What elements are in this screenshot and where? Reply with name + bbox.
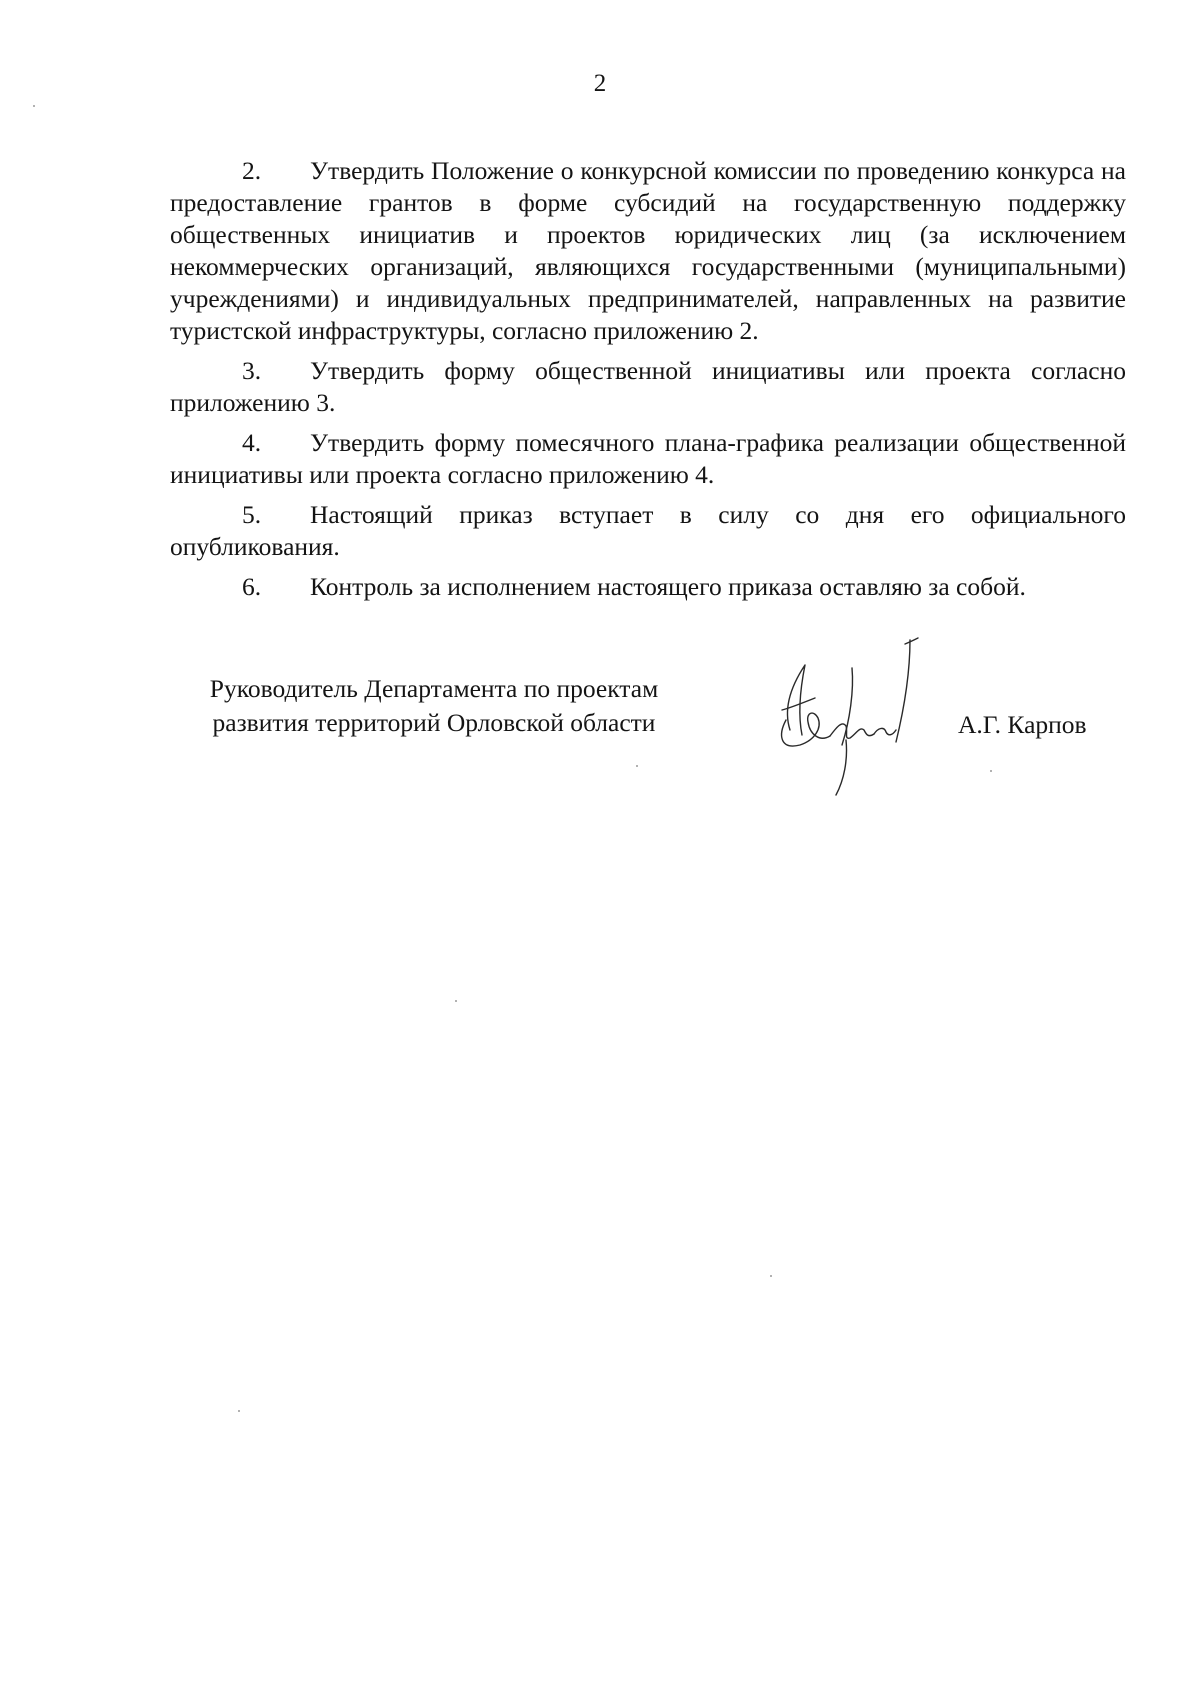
item-number: 2. xyxy=(242,156,262,185)
position-line-1: Руководитель Департамента по проектам xyxy=(209,674,659,703)
item-text: Контроль за исполнением настоящего приказа оставляю за собой. xyxy=(310,572,1026,601)
item-number: 5. xyxy=(242,500,262,529)
item-6 xyxy=(170,571,1126,603)
position-line-2: развития территорий Орловской области xyxy=(212,708,656,737)
page-number: 2 xyxy=(593,70,607,97)
scan-speck xyxy=(238,1410,240,1412)
item-number: 4. xyxy=(242,428,262,457)
item-text: Утвердить форму общественной инициативы или проекта согласно приложению 3. xyxy=(170,356,1126,417)
item-text: Утвердить Положение о конкурсной комиссии по проведению конкурса на предоставление грантов в форме субсидий на государственную поддержку общественных инициатив и проектов юридических лиц (за исключением некоммерческих организаций, являющихся государственными (муниципальными) учреждениями) и индивидуальных предпринимателей, направленных на развитие туристской инфраструктуры, согласно приложению 2. xyxy=(170,156,1126,345)
item-2 xyxy=(170,155,1126,347)
signature-block xyxy=(170,672,1100,792)
item-text: Настоящий приказ вступает в силу со дня его официального опубликования. xyxy=(170,500,1126,561)
document-body xyxy=(170,155,1126,611)
handwritten-signature xyxy=(760,610,960,810)
item-number: 3. xyxy=(242,356,262,385)
item-number: 6. xyxy=(242,572,262,601)
item-4 xyxy=(170,427,1126,491)
signer-position xyxy=(184,672,684,740)
scan-speck xyxy=(636,765,638,767)
item-text: Утвердить форму помесячного плана-графика реализации общественной инициативы или проекта согласно приложению 4. xyxy=(170,428,1126,489)
scan-speck xyxy=(990,770,992,772)
item-5 xyxy=(170,499,1126,563)
scan-speck xyxy=(770,1275,772,1277)
item-3 xyxy=(170,355,1126,419)
signer-name: А.Г. Карпов xyxy=(958,710,1087,739)
scan-speck xyxy=(455,1000,457,1002)
scan-speck xyxy=(33,105,35,107)
